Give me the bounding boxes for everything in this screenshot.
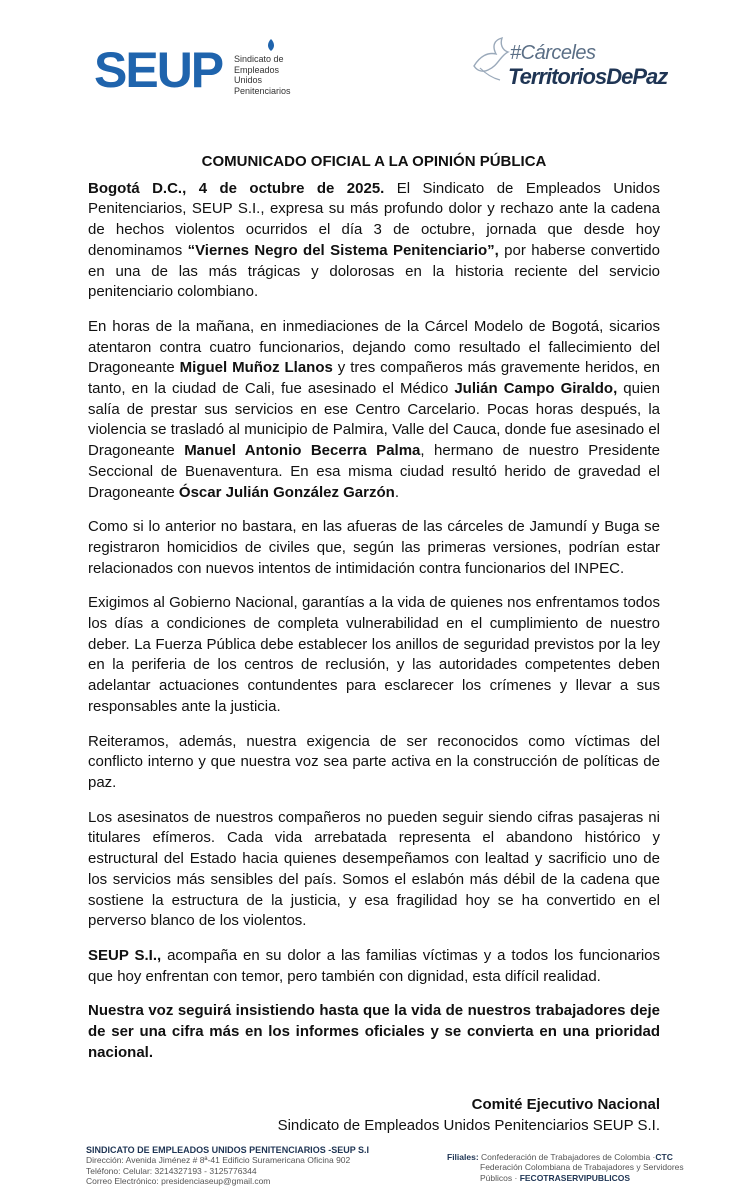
flame-icon xyxy=(262,38,280,52)
paragraph-6: Los asesinatos de nuestros compañeros no pueden seguir siendo cifras pasajeras ni titulares efímeros. Cada vida arrebatada representa el abandono histórico y estructural del Estado hacia quienes desempeñamos con lealtad y sacrificio uno de los servicios más sensibles del país. Somos el eslabón más débil de la cadena que sostiene la estructura de la justicia, y esa fragilidad hoy se ha convertido en el perverso blanco de los violentos. xyxy=(88,808,660,930)
communique-body xyxy=(88,152,660,1137)
seup-logo-wordmark: SEUP xyxy=(94,42,223,98)
victim-name-1: Miguel Muñoz Llanos xyxy=(179,359,333,377)
footer-address: Dirección: Avenida Jiménez # 8ª-41 Edificio Suramericana Oficina 902 xyxy=(86,1155,351,1166)
footer-contact xyxy=(86,1145,369,1187)
victim-name-3: Manuel Antonio Becerra Palma xyxy=(184,442,421,460)
seup-logo-text: Sindicato de Empleados Unidos Penitenciarios xyxy=(234,54,291,96)
victim-name-2: Julián Campo Giraldo, xyxy=(454,380,618,398)
seup-lead: SEUP S.I., xyxy=(88,946,162,964)
victim-name-4: Óscar Julián González Garzón xyxy=(178,483,395,501)
date-lead: Bogotá D.C., 4 de octubre de 2025. xyxy=(88,179,385,197)
affiliates-label: Filiales: xyxy=(447,1152,479,1162)
black-friday-phrase: “Viernes Negro del Sistema Penitenciario”, xyxy=(187,241,499,259)
dove-icon xyxy=(470,36,512,84)
page-title: COMUNICADO OFICIAL A LA OPINIÓN PÚBLICA xyxy=(201,153,547,170)
campaign-hashtag: #Cárceles xyxy=(510,42,596,64)
footer-phone: Teléfono: Celular: 3214327193 - 3125776344 xyxy=(86,1165,257,1176)
letterhead xyxy=(0,0,747,120)
footer-org: SINDICATO DE EMPLEADOS UNIDOS PENITENCIARIOS -SEUP S.I xyxy=(86,1145,370,1155)
footer-email: Correo Electrónico: presidenciaseup@gmail.com xyxy=(86,1176,271,1187)
paragraph-3: Como si lo anterior no bastara, en las afueras de las cárceles de Jamundí y Buga se registraron homicidios de civiles que, según las primeras versiones, podrían estar relacionados con nuevos intentos de intimidación contra funcionarios del INPEC. xyxy=(88,518,660,577)
campaign-name: TerritoriosDePaz xyxy=(508,64,668,89)
signature-union: Sindicato de Empleados Unidos Penitenciarios SEUP S.I. xyxy=(277,1117,660,1135)
paragraph-8-closing: Nuestra voz seguirá insistiendo hasta que la vida de nuestros trabajadores deje de ser una cifra más en los informes oficiales y se convierta en una prioridad nacional. xyxy=(88,1002,660,1061)
paragraph-5: Reiteramos, además, nuestra exigencia de ser reconocidos como víctimas del conflicto interno y que nuestra voz sea parte activa en la construcción de políticas de paz. xyxy=(88,732,660,791)
footer-affiliates: Filiales: Confederación de Trabajadores de Colombia ·CTC Federación Colombiana de Trabajadores y Servidores Públicos · FECOTRASERVIPUBLICOS xyxy=(447,1152,684,1183)
seup-logo xyxy=(94,38,294,100)
page-footer xyxy=(0,1140,747,1200)
carceles-territorios-de-paz-logo xyxy=(470,36,680,89)
paragraph-1: Bogotá D.C., 4 de octubre de 2025. El Sindicato de Empleados Unidos Penitenciarios, SEUP S.I., expresa su más profundo dolor y rechazo ante la cadena de hechos violentos ocurridos el día 3 de octubre, jornada que desde hoy denominamos “Viernes Negro del Sistema Penitenciario”, por haberse convertido en una de las más trágicas y dolorosas en la historia reciente del servicio penitenciario colombiano. xyxy=(88,179,660,301)
signature-committee: Comité Ejecutivo Nacional xyxy=(471,1096,660,1114)
signature-block xyxy=(88,1095,660,1136)
paragraph-4: Exigimos al Gobierno Nacional, garantías a la vida de quienes nos enfrentamos todos los días a condiciones de completa vulnerabilidad en el cumplimiento de nuestro deber. La Fuerza Pública debe establecer los anillos de seguridad previstos por la ley en la periferia de los centros de reclusión, y las autoridades competentes deben adelantar actuaciones contundentes para esclarecer los crímenes y llevar a sus responsables ante la justicia. xyxy=(88,594,660,715)
paragraph-7: SEUP S.I., acompaña en su dolor a las familias víctimas y a todos los funcionarios que hoy enfrentan con temor, pero también con dignidad, esta difícil realidad. xyxy=(88,946,660,985)
paragraph-2: En horas de la mañana, en inmediaciones de la Cárcel Modelo de Bogotá, sicarios atentaron contra cuatro funcionarios, dejando como resultado el fallecimiento del Dragoneante Miguel Muñoz Llanos y tres compañeros más gravemente heridos, en tanto, en la ciudad de Cali, fue asesinado el Médico Julián Campo Giraldo, quien salía de prestar sus servicios en ese Centro Carcelario. Pocas horas después, la violencia se trasladó al municipio de Palmira, Valle del Cauca, donde fue asesinado el Dragoneante Manuel Antonio Becerra Palma, hermano de nuestro Presidente Seccional de Buenaventura. En esa misma ciudad resultó herido de gravedad el Dragoneante Óscar Julián González Garzón. xyxy=(88,317,661,501)
